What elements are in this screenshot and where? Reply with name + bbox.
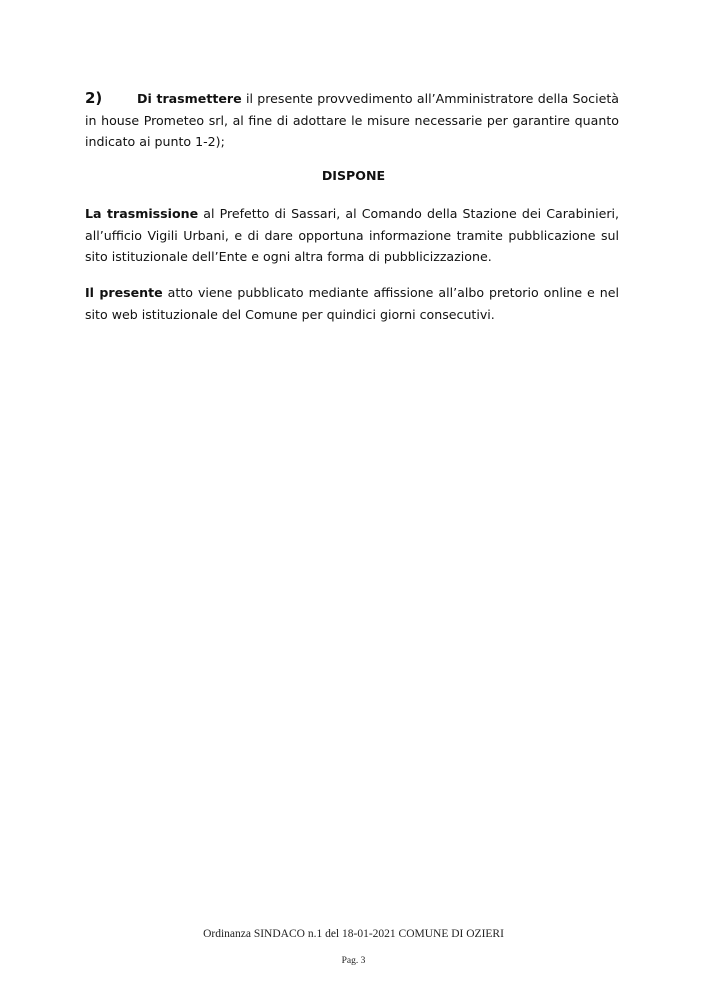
item-2-text: il presente provvedimento all’Amministratore della Società in house Prometeo srl, al fine di adottare le misure necessarie per garantire quanto indicato ai punto 1-2); — [85, 91, 619, 150]
publication-text: atto viene pubblicato mediante affissione all’albo pretorio online e nel sito web istituzionale del Comune per quindici giorni consecutivi. — [85, 285, 620, 322]
section-heading: DISPONE — [321, 168, 386, 183]
item-2-bold-lead: Di trasmettere — [137, 91, 242, 106]
item-2-paragraph — [85, 88, 619, 153]
item-number: 2) — [85, 89, 103, 107]
transmission-paragraph — [85, 203, 619, 268]
transmission-bold-lead: La trasmissione — [85, 206, 199, 221]
publication-bold-lead: Il presente — [85, 285, 163, 300]
footer-ordinance: Ordinanza SINDACO n.1 del 18-01-2021 COMUNE DI OZIERI — [203, 928, 504, 940]
transmission-text: al Prefetto di Sassari, al Comando della Stazione dei Carabinieri, all’ufficio Vigili Urbani, e di dare opportuna informazione tramite pubblicazione sul sito istituzionale dell’Ente e ogni altra forma di pubblicizzazione. — [85, 206, 620, 265]
publication-paragraph — [85, 282, 619, 325]
footer-page-number: Pag. 3 — [341, 956, 366, 966]
